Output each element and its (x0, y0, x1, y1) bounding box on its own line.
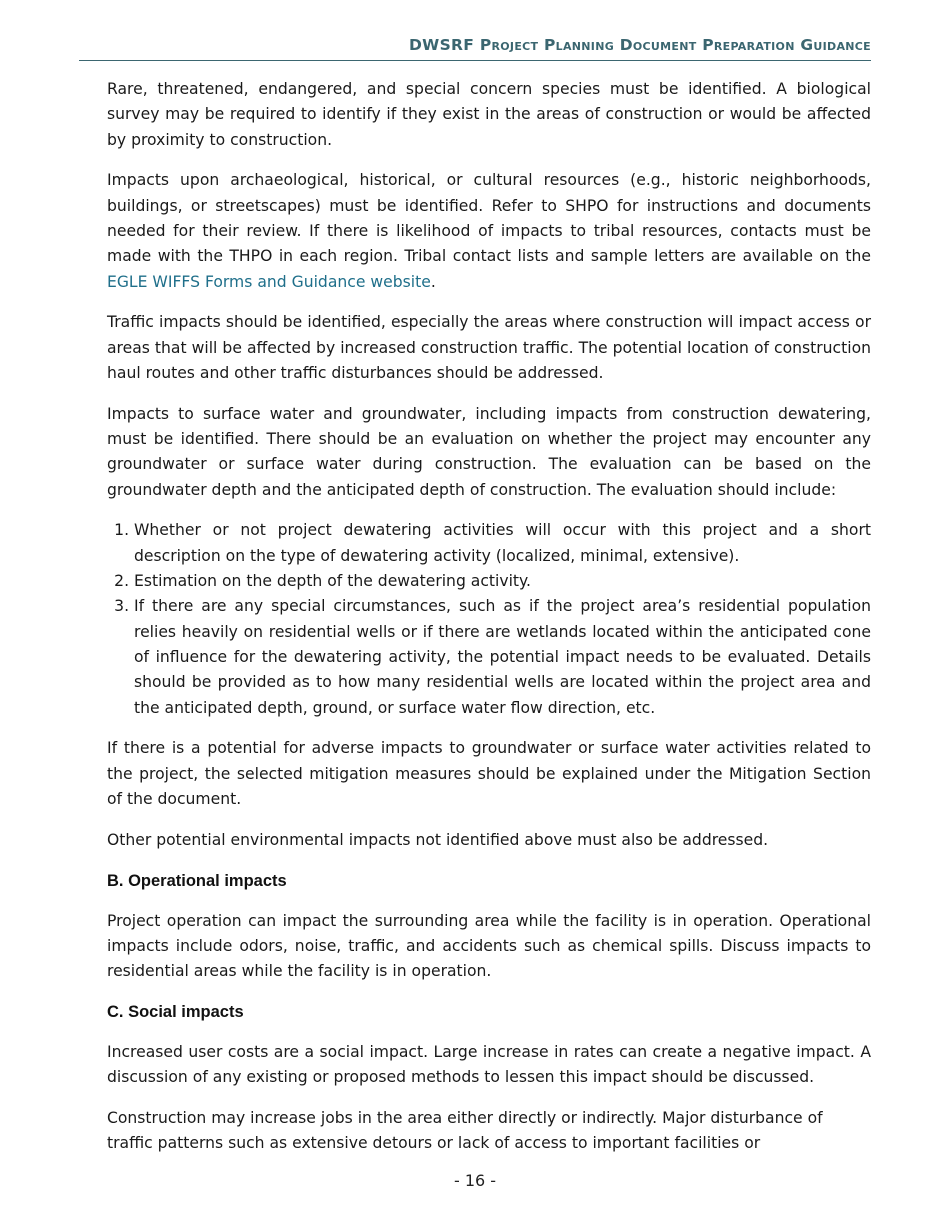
paragraph-cultural-text: Impacts upon archaeological, historical, or cultural resources (e.g., historic neighborhoods, buildings, or streetscapes) must be identified. Refer to SHPO for instructions and documents needed for their review. If there is likelihood of impacts to tribal resources, contacts must be made with the THPO in each region. Tribal contact lists and sample letters are available on the (107, 171, 871, 266)
evaluation-list (107, 518, 871, 720)
heading-social-impacts: C. Social impacts (107, 1002, 244, 1021)
paragraph-cultural-end: . (430, 272, 436, 291)
paragraph-water: Impacts to surface water and groundwater, including impacts from construction dewatering, must be identified. There should be an evaluation on whether the project may encounter any groundwater or surface water during construction. The evaluation can be based on the groundwater depth and the anticipated depth of construction. The evaluation should include: (107, 404, 871, 499)
page-number: - 16 - (453, 1171, 497, 1190)
page-header (79, 31, 871, 61)
list-item: 3. If there are any special circumstances, such as if the project area’s residential population relies heavily on residential wells or if there are wetlands located within the anticipated cone of influence for the dewatering activity, the potential impact needs to be evaluated. Details should be provided as to how many residential wells are located within the project area and the anticipated depth, ground, or surface water flow direction, etc. (134, 594, 871, 720)
paragraph-operational: Project operation can impact the surrounding area while the facility is in operation. Operational impacts include odors, noise, traffic, and accidents such as chemical spills. Discuss impacts to residential areas while the facility is in operation. (107, 911, 871, 981)
list-item: 2. Estimation on the depth of the dewatering activity. (134, 569, 871, 594)
egle-wiffs-link[interactable]: EGLE WIFFS Forms and Guidance website (107, 272, 431, 291)
list-item: 1. Whether or not project dewatering activities will occur with this project and a short description on the type of dewatering activity (localized, minimal, extensive). (134, 518, 871, 569)
paragraph-cultural-resources (107, 168, 871, 294)
paragraph-other-impacts: Other potential environmental impacts not identified above must also be addressed. (107, 830, 769, 849)
paragraph-user-costs: Increased user costs are a social impact. Large increase in rates can create a negative impact. A discussion of any existing or proposed methods to lessen this impact should be discussed. (107, 1042, 871, 1087)
page-content (107, 77, 871, 1172)
document-title: DWSRF Project Planning Document Preparation Guidance (409, 36, 871, 54)
heading-operational-impacts: B. Operational impacts (107, 871, 287, 890)
paragraph-mitigation: If there is a potential for adverse impacts to groundwater or surface water activities related to the project, the selected mitigation measures should be explained under the Mitigation Section of the document. (107, 739, 871, 808)
paragraph-jobs: Construction may increase jobs in the area either directly or indirectly. Major disturbance of traffic patterns such as extensive detours or lack of access to important facilities or (107, 1109, 823, 1153)
paragraph-species: Rare, threatened, endangered, and special concern species must be identified. A biological survey may be required to identify if they exist in the areas of construction or would be affected by proximity to construction. (107, 80, 871, 149)
paragraph-traffic: Traffic impacts should be identified, especially the areas where construction will impact access or areas that will be affected by increased construction traffic. The potential location of construction haul routes and other traffic disturbances should be addressed. (107, 313, 871, 382)
